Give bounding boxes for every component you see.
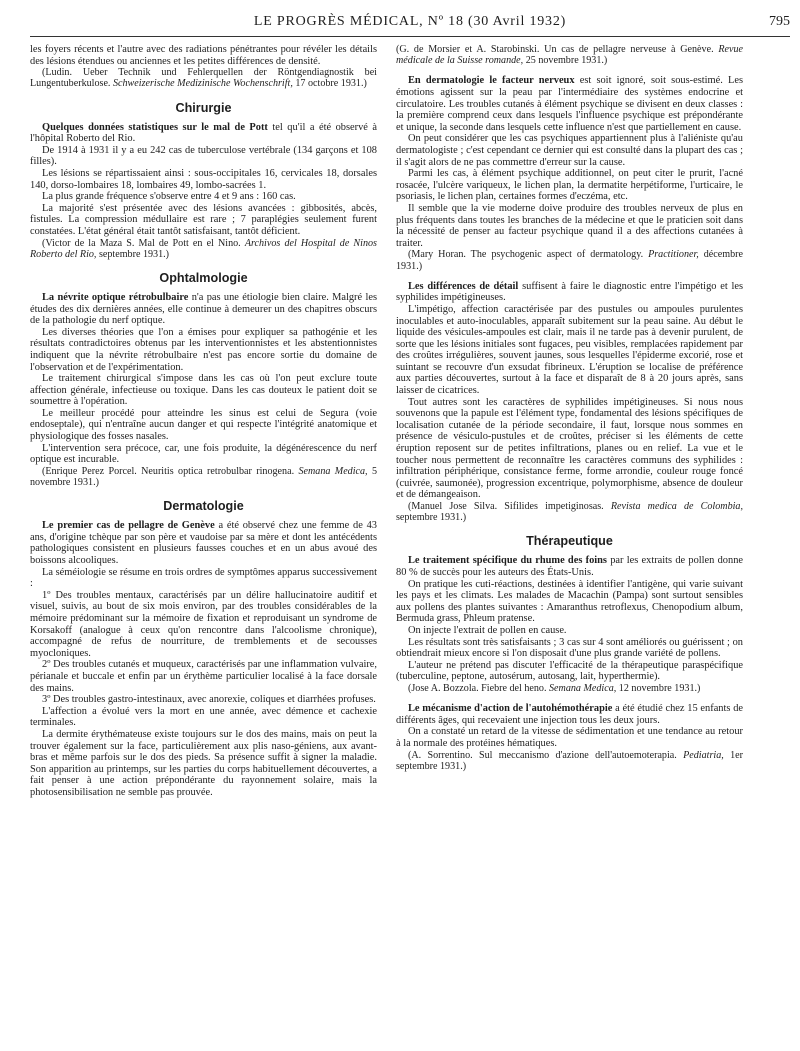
- paragraph: 2º Des troubles cutanés et muqueux, caractérisés par une inflammation vulvaire, périanale et buccale et enfin par un érythème particulier localisé à la face dorsale des mains.: [30, 659, 377, 694]
- paragraph: L'intervention sera précoce, car, une fois produite, la dégénérescence du nerf optique est incurable.: [30, 442, 377, 466]
- paragraph: Tout autres sont les caractères de syphilides impétigineuses. Si nous nous souvenons que la papule est l'élément type, fondamental des lésions spécifiques de localisation cutanée de la période secondaire, il faut, lorsque nous sommes en présence de vésiculo-pustules et de croûtes, préciser si les éléments de cette éruption reposent sur de petites infiltrations, planes ou en relief. La vue et le toucher nous permettent de reconnaître les caractères communs des syphilides : infiltration périphérique, consistance ferme, forme arrondie, couleur rouge foncé (cuivrée, saumonée), progression excentrique, polymorphisme, absence de douleur et de démangeaison.: [396, 396, 743, 501]
- paragraph: Parmi les cas, à élément psychique additionnel, on peut citer le prurit, l'acné rosacée, l'ulcère variqueux, le lichen plan, la dermatite herpétiforme, l'urticaire, le psoriasis, le lichen plan, certaines formes d'eczéma, etc.: [396, 168, 743, 203]
- reference-maza: (Victor de la Maza S. Mal de Pott en el Nino. Archivos del Hospital de Ninos Roberto del Rio, septembre 1931.): [30, 237, 377, 260]
- paragraph: 3º Des troubles gastro-intestinaux, avec anorexie, coliques et diarrhées profuses.: [42, 694, 376, 706]
- article-pott: Quelques données statistiques sur le mal de Pott tel qu'il a été observé à l'hôpital Roberto del Rio.: [30, 121, 378, 145]
- paragraph: La séméiologie se résume en trois ordres de symptômes apparus successivement :: [30, 566, 377, 590]
- article-lead: Le premier cas de pellagre de Genève: [42, 520, 215, 532]
- article-lead: Le traitement spécifique du rhume des foins: [408, 555, 607, 567]
- article-lead: La névrite optique rétrobulbaire: [42, 291, 189, 303]
- article-pellagre: Le premier cas de pellagre de Genève a été observé chez une femme de 43 ans, d'origine tchèque par son père et vaudoise par sa mère et dont les antécédents pathologiques consistent en plusieurs fausses couches et en un abus avoué des boissons alcooliques.: [30, 520, 377, 567]
- reference-bozzola: (Jose A. Bozzola. Fiebre del heno. Semana Medica, 12 novembre 1931.): [408, 682, 701, 694]
- reference-silva: (Manuel Jose Silva. Sifilides impetiginosas. Revista medica de Colombia, septembre 1931.): [396, 501, 743, 524]
- article-lead: Quelques données statistiques sur le mal de Pott: [42, 121, 268, 133]
- reference-perez-porcel: (Enrique Perez Porcel. Neuritis optica retrobulbar rinogena. Semana Medica, 5 novembre 1931.): [30, 465, 378, 489]
- section-heading-chirurgie: Chirurgie: [175, 100, 232, 115]
- paragraph: Les résultats sont très satisfaisants ; 3 cas sur 4 sont améliorés ou guérissent ; on obtiendrait mieux encore si l'on disposait d'une plus grande variété de pollens.: [396, 636, 743, 660]
- paragraph: L'impétigo, affection caractérisée par des pustules ou ampoules purulentes inoculables et auto-inoculables, apparaît subitement sur la peau saine. Au début le liquide des vésicules-ampoules est clair, mais il ne tarde pas à devenir purulent, de sorte que les lésions initiales sont fugaces, peu visibles, remplacées rapidement par des croûtes irrégulières, souvent jaunes, sous lesquelles l'épiderme excorié, rose et suintant se recouvre d'un exsudat fibrineux. L'éruption se localise de préférence aux parties découvertes, surtout à la face et disparaît de 8 à 20 jours après, sans laisser de cicatrices.: [396, 303, 743, 397]
- reference-ludin: (Ludin. Ueber Technik und Fehlerquellen der Röntgendiagnostik bei Lungentuberkulose. Schweizerische Medizinische Wochenschrift, 17 octobre 1931.): [30, 67, 377, 90]
- article-lead: Le mécanisme d'action de l'autohémothérapie: [408, 703, 613, 715]
- paragraph: Le traitement chirurgical s'impose dans les cas où l'on peut exclure toute affection générale, infectieuse ou toxique. Dans les cas douteux le patient doit se soumettre à l'opération.: [30, 373, 377, 408]
- paragraph: On peut considérer que les cas psychiques appartiennent plus à l'aliéniste qu'au dermatologiste ; c'est cependant ce dernier qui est consulté dans la plupart des cas ; il s'agit alors de ne pas commettre d'erreur sur la cause.: [396, 133, 743, 168]
- spacer: [396, 66, 743, 75]
- reference-sorrentino: (A. Sorrentino. Sul meccanismo d'azione dell'autoemoterapia. Pediatria, 1er septembre 1931.): [396, 749, 743, 772]
- article-lead: En dermatologie le facteur nerveux: [408, 75, 575, 87]
- spacer: [396, 694, 743, 703]
- section-heading-therapeutique: Thérapeutique: [526, 534, 613, 549]
- journal-running-title: LE PROGRÈS MÉDICAL, Nº 18 (30 Avril 1932): [253, 14, 567, 29]
- paragraph: On injecte l'extrait de pollen en cause.: [408, 624, 567, 636]
- article-autohemotherapie: Le mécanisme d'action de l'autohémothérapie a été étudié chez 15 enfants de différents âges, qui recevaient une injection tous les deux jours.: [396, 703, 743, 726]
- paragraph: L'affection a évolué vers la mort en une année, avec démence et cachexie terminales.: [30, 705, 377, 729]
- reference-morsier: (G. de Morsier et A. Starobinski. Un cas de pellagre nerveuse à Genève. Revue médicale de la Suisse romande, 25 novembre 1931.): [396, 44, 743, 67]
- paragraph: 1º Des troubles mentaux, caractérisés par un délire hallucinatoire auditif et visuel, suivis, au bout de six mois environ, par des troubles considérables de la mémoire prédominant sur la mémoire de fixation et reproduisant un syndrome de Korsakoff (analogue à ceux qu'on rencontre dans l'alcoolisme chronique), accompagné de refus de nourriture, de tremblements et de secousses myocloniques.: [30, 589, 377, 659]
- article-nevrite: La névrite optique rétrobulbaire n'a pas une étiologie bien claire. Malgré les études des dix dernières années, elle continue à demeurer un des chapitres obscurs de la pathologie du nerf optique.: [30, 291, 377, 327]
- article-rhume-des-foins: Le traitement spécifique du rhume des foins par les extraits de pollen donne 80 % de succès pour les auteurs des États-Unis.: [396, 555, 744, 578]
- spacer: [396, 272, 743, 281]
- paragraph: On pratique les cuti-réactions, destinées à identifier l'antigène, qui varie suivant les pays et les climats. Les malades de Macachin (Pampa) sont surtout sensibles aux pollens des plantes suivantes : Amaranthus retroflexus, Chenopodium album, Bermuda grass, Phleum pratense.: [396, 578, 743, 625]
- paragraph: La majorité s'est présentée avec des lésions avancées : gibbosités, abcès, fistules. La compression médullaire est rare ; 7 paraplégies seulement furent constatées. L'état général était tantôt satisfaisant, tantôt déficient.: [30, 202, 377, 237]
- article-syphilides: Les différences de détail suffisent à faire le diagnostic entre l'impétigo et les syphilides impétigineuses.: [396, 280, 743, 304]
- paragraph: Le meilleur procédé pour atteindre les sinus est celui de Segura (voie endoseptale), qui n'entraîne aucun danger et qui respecte l'intégrité anatomique et physiologique des fosses nasales.: [30, 407, 377, 443]
- section-heading-ophtalmologie: Ophtalmologie: [159, 270, 248, 285]
- left-column: [30, 44, 377, 799]
- paragraph: La plus grande fréquence s'observe entre 4 et 9 ans : 160 cas.: [42, 191, 296, 203]
- paragraph: L'auteur ne prétend pas discuter l'efficacité de la thérapeutique paraspécifique (tuberculine, peptone, autosérum, autosang, lait, hyperthermie).: [396, 659, 743, 683]
- article-facteur-nerveux: En dermatologie le facteur nerveux est soit ignoré, soit sous-estimé. Les émotions agissent sur la peau par l'intermédiaire des systèmes endocrine et circulatoire. Les troubles cutanés à élément psychique se divisent en deux classes : la première comprend ceux dans lesquels l'influence psychique est prépondérante et unique, la seconde dans lesquels cette influence n'est que partiellement en cause.: [396, 75, 743, 133]
- reference-horan: (Mary Horan. The psychogenic aspect of dermatology. Practitioner, décembre 1931.): [396, 249, 743, 272]
- paragraph: De 1914 à 1931 il y a eu 242 cas de tuberculose vertébrale (134 garçons et 108 filles).: [30, 144, 377, 168]
- paragraph: Il semble que la vie moderne doive produire des troubles nerveux de plus en plus fréquents dans toutes les branches de la médecine et que le praticien soit dans la nécessité de penser au facteur psychique quand il a des affections cutanées à traiter.: [396, 202, 743, 249]
- page-number: 795: [769, 14, 790, 29]
- right-column: [396, 44, 743, 772]
- continued-paragraph: les foyers récents et l'autre avec des radiations pénétrantes pour révéler les détails des lésions étendues ou anciennes et les petites différences de densité.: [30, 44, 377, 67]
- section-heading-dermatologie: Dermatologie: [163, 499, 244, 514]
- paragraph: Les diverses théories que l'on a émises pour expliquer sa pathogénie et les résultats contradictoires obtenus par les interventionnistes et les abstentionnistes indiquent que la névrite rétrobulbaire n'est pas encore sortie du domaine de l'observation et de l'expérimentation.: [30, 326, 377, 373]
- paragraph: On a constaté un retard de la vitesse de sédimentation et une tendance au retour à la normale des protéines hématiques.: [396, 726, 743, 749]
- paragraph: Les lésions se répartissaient ainsi : sous-occipitales 16, cervicales 18, dorsales 140, dorso-lombaires 18, lombaires 49, lombo-sacrées 1.: [30, 167, 377, 191]
- article-lead: Les différences de détail: [408, 280, 519, 292]
- running-head: [30, 14, 790, 37]
- paragraph: La dermite érythémateuse existe toujours sur le dos des mains, mais on peut la trouver également sur la face, particulièrement aux plis naso-géniens, aux avant-bras et même parfois sur le dos des pieds. Sa présence suffit à signer la maladie. Son apparition au printemps, sur les parties du corps habituellement découvertes, a fait penser à une action prépondérante du rayonnement solaire, mais la photosensibilisation ne semble pas prouvée.: [30, 728, 377, 798]
